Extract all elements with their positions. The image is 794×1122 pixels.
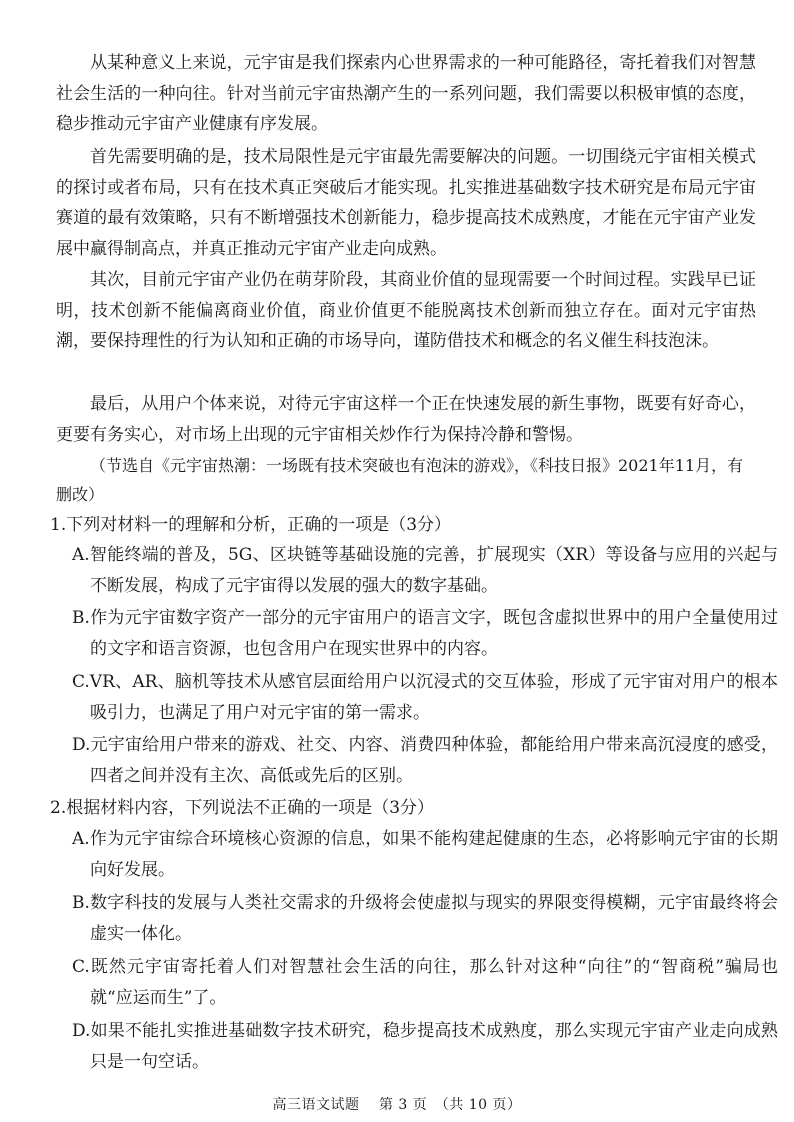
passage-paragraph-2: 首先需要明确的是，技术局限性是元宇宙最先需要解决的问题。一切围绕元宇宙相关模式的探讨或者布局，只有在技术真正突破后才能实现。扎实推进基础数字技术研究是布局元宇宙赛道的最有效策略，只有不断增强技术创新能力，稳步提高技术成熟度，才能在元宇宙产业发展中赢得制高点，并真正推动元宇宙产业走向成熟。 xyxy=(56,147,756,259)
page-footer: 高三语文试题 第 3 页 （共 10 页） xyxy=(272,1097,522,1113)
question-1-option-c: C.VR、AR、脑机等技术从感官层面给用户以沉浸式的交互体验，形成了元宇宙对用户的根本吸引力，也满足了用户对元宇宙的第一需求。 xyxy=(72,672,778,723)
passage-paragraph-4: 最后，从用户个体来说，对待元宇宙这样一个正在快速发展的新生事物，既要有好奇心，更要有务实心，对市场上出现的元宇宙相关炒作行为保持冷静和警惕。 xyxy=(56,394,756,445)
question-1-option-d: D.元宇宙给用户带来的游戏、社交、内容、消费四种体验，都能给用户带来高沉浸度的感受，四者之间并没有主次、高低或先后的区别。 xyxy=(72,735,778,786)
passage-paragraph-1: 从某种意义上来说，元宇宙是我们探索内心世界需求的一种可能路径，寄托着我们对智慧社会生活的一种向往。针对当前元宇宙热潮产生的一系列问题，我们需要以积极审慎的态度，稳步推动元宇宙产业健康有序发展。 xyxy=(56,53,756,134)
question-2-option-a: A.作为元宇宙综合环境核心资源的信息，如果不能构建起健康的生态，必将影响元宇宙的长期向好发展。 xyxy=(72,829,778,880)
question-2-option-c: C.既然元宇宙寄托着人们对智慧社会生活的向往，那么针对这种“向往”的“智商税”骗局也就“应运而生”了。 xyxy=(72,957,778,1008)
question-1-option-a: A.智能终端的普及，5G、区块链等基础设施的完善，扩展现实（XR）等设备与应用的兴起与不断发展，构成了元宇宙得以发展的强大的数字基础。 xyxy=(72,545,778,596)
question-2-option-d: D.如果不能扎实推进基础数字技术研究，稳步提高技术成熟度，那么实现元宇宙产业走向成熟只是一句空话。 xyxy=(72,1021,778,1072)
passage-source: （节选自《元宇宙热潮：一场既有技术突破也有泡沫的游戏》，《科技日报》2021年11月，有删改） xyxy=(56,456,744,504)
passage-paragraph-3: 其次，目前元宇宙产业仍在萌芽阶段，其商业价值的显现需要一个时间过程。实践早已证明，技术创新不能偏离商业价值，商业价值更不能脱离技术创新而独立存在。面对元宇宙热潮，要保持理性的行为认知和正确的市场导向，谨防借技术和概念的名义催生科技泡沫。 xyxy=(56,270,756,351)
question-1-option-b: B.作为元宇宙数字资产一部分的元宇宙用户的语言文字，既包含虚拟世界中的用户全量使用过的文字和语言资源，也包含用户在现实世界中的内容。 xyxy=(72,608,778,659)
question-2-option-b: B.数字科技的发展与人类社交需求的升级将会使虚拟与现实的界限变得模糊，元宇宙最终将会虚实一体化。 xyxy=(72,893,778,944)
question-1-stem: 1.下列对材料一的理解和分析，正确的一项是（3分） xyxy=(50,515,452,535)
question-2-stem: 2.根据材料内容，下列说法不正确的一项是（3分） xyxy=(50,798,435,818)
